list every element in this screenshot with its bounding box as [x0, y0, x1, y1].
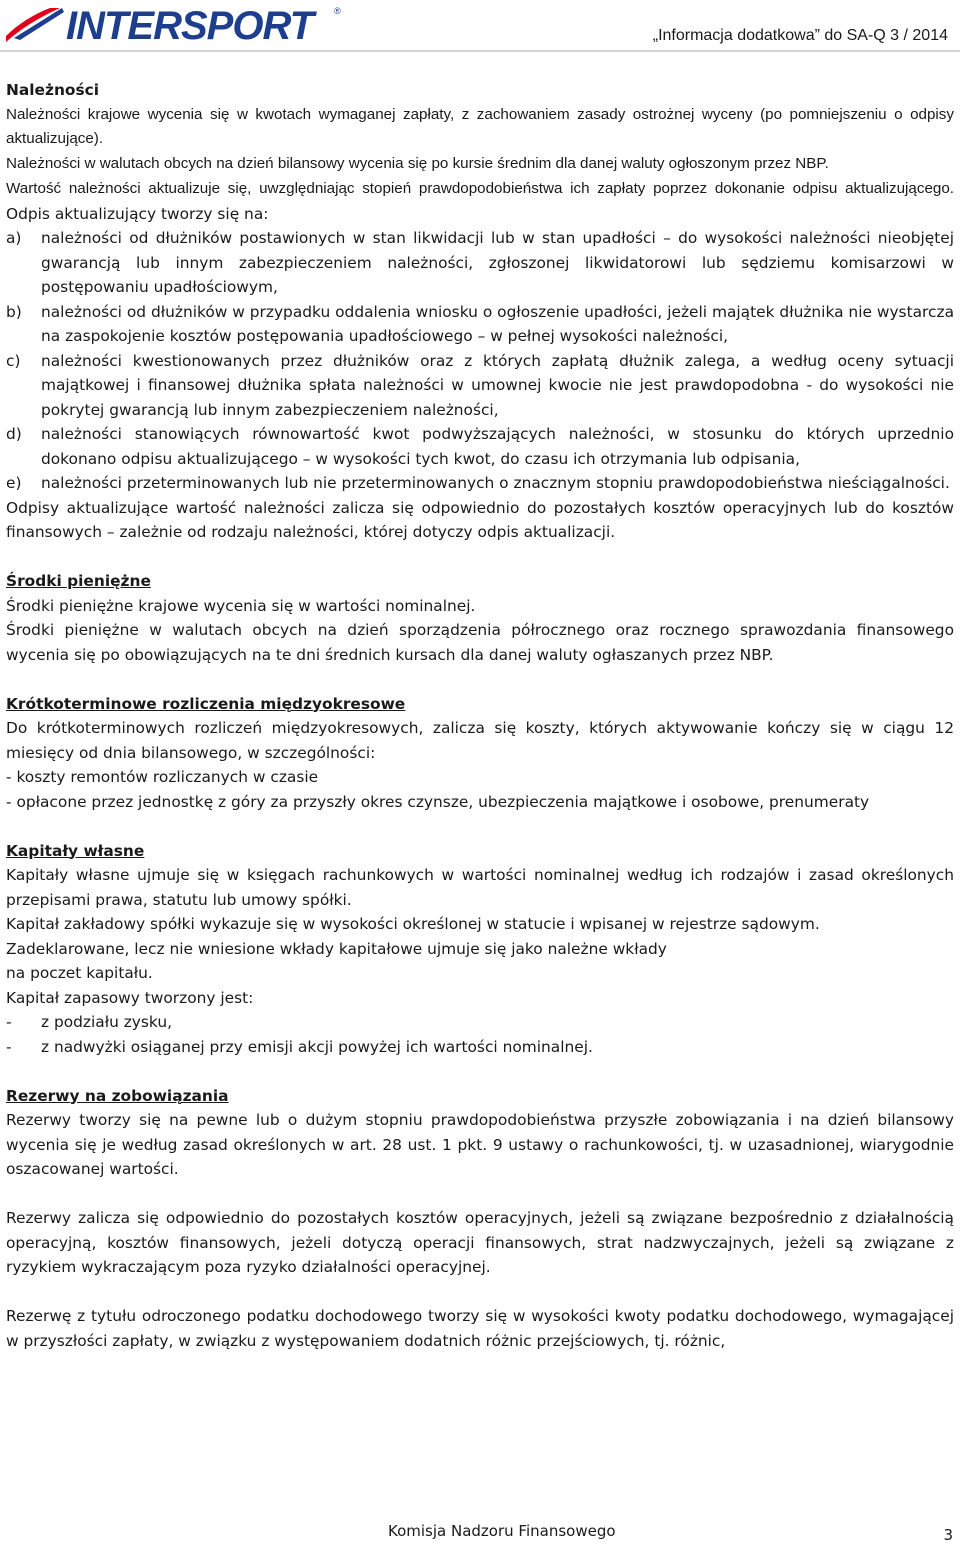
- paragraph: Należności w walutach obcych na dzień bilansowy wycenia się po kursie średnim dla danej waluty ogłoszonym przez NBP.: [6, 154, 829, 172]
- section-heading-srodki: Środki pieniężne: [6, 572, 151, 590]
- paragraph-part: Wartość należności aktualizuje się, uwzględniając stopień prawdopodobieństwa ich zapłaty poprzez dokonanie odpisu aktualizującego.: [6, 180, 954, 197]
- list-item: [6, 226, 954, 300]
- paragraph: [6, 176, 954, 226]
- paragraph: Odpisy aktualizujące wartość należności zalicza się odpowiednio do pozostałych kosztów operacyjnych lub do kosztów finansowych – zależnie od rodzaju należności, której dotyczy odpis aktualizacji.: [6, 498, 954, 541]
- document-body: [6, 78, 954, 1353]
- list-item: [6, 1035, 954, 1060]
- list-text: należności kwestionowanych przez dłużników oraz z których zapłatą dłużnik zalega, a według oceny sytuacji majątkowej i finansowej dłużnika spłata należności w umownej kwocie nie jest prawdopodobna - do wysokości nie pokrytej gwarancją lub innym zabezpieczeniem należności,: [41, 351, 954, 419]
- paragraph-part: Odpis aktualizujący tworzy się na:: [6, 204, 269, 223]
- header-divider: [0, 50, 960, 52]
- list-marker: c): [6, 351, 21, 370]
- list-text: z nadwyżki osiąganej przy emisji akcji powyżej ich wartości nominalnej.: [41, 1037, 593, 1056]
- list-marker: b): [6, 302, 22, 321]
- svg-text:®: ®: [334, 6, 341, 16]
- document-title: „Informacja dodatkowa” do SA-Q 3 / 2014: [652, 27, 948, 44]
- page-header: [0, 0, 960, 52]
- list-item: [6, 471, 954, 496]
- paragraph: na poczet kapitału.: [6, 964, 153, 982]
- paragraph: Środki pieniężne krajowe wycenia się w wartości nominalnej.: [6, 596, 476, 615]
- list-text: należności stanowiących równowartość kwot podwyższających należności, w stosunku do których uprzednio dokonano odpisu aktualizującego – w wysokości tych kwot, do czasu ich otrzymania lub odpisania,: [41, 425, 954, 468]
- list-item: [6, 422, 954, 471]
- list-marker: a): [6, 229, 22, 247]
- list-item: [6, 349, 954, 423]
- section-heading-naleznosci: Należności: [6, 81, 100, 99]
- intersport-logo: [4, 2, 344, 46]
- paragraph: Należności krajowe wycenia się w kwotach wymaganej zapłaty, z zachowaniem zasady ostrożnej wyceny (po pomniejszeniu o odpisy aktualizujące).: [6, 105, 954, 147]
- section-heading-rozliczenia: Krótkoterminowe rozliczenia międzyokresowe: [6, 694, 406, 713]
- paragraph: Rezerwy zalicza się odpowiednio do pozostałych kosztów operacyjnych, jeżeli są związane bezpośrednio z działalnością operacyjną, kosztów finansowych, jeżeli dotyczą operacji finansowych, strat nadzwyczajnych, jeżeli są związane z ryzykiem wykraczającym poza ryzyko działalności operacyjnej.: [6, 1209, 954, 1276]
- paragraph: - koszty remontów rozliczanych w czasie: [6, 768, 319, 786]
- logo-wordmark: INTERSPORT: [66, 4, 314, 46]
- paragraph: Do krótkoterminowych rozliczeń międzyokresowych, zalicza się koszty, których aktywowanie kończy się w ciągu 12 miesięcy od dnia bilansowego, w szczególności:: [6, 719, 954, 762]
- list-text: należności od dłużników w przypadku oddalenia wniosku o ogłoszenie upadłości, jeżeli majątek dłużnika nie wystarcza na zaspokojenie kosztów postępowania upadłościowego – w pełnej wysokości należności,: [41, 302, 954, 345]
- list-text: należności od dłużników postawionych w stan likwidacji lub w stan upadłości – do wysokości należności nieobjętej gwarancją lub innym zabezpieczeniem należności, zgłoszonej likwidatorowi lub sędziemu komisarzowi w postępowaniu upadłościowym,: [41, 229, 954, 296]
- section-heading-rezerwy: Rezerwy na zobowiązania: [6, 1086, 229, 1105]
- section-heading-kapitaly: Kapitały własne: [6, 841, 145, 860]
- intersport-logo-mark: [4, 2, 344, 46]
- paragraph: - opłacone przez jednostkę z góry za przyszły okres czynsze, ubezpieczenia majątkowe i osobowe, prenumeraty: [6, 792, 870, 811]
- paragraph: Kapitał zakładowy spółki wykazuje się w wysokości określonej w statucie i wpisanej w rejestrze sądowym.: [6, 915, 820, 933]
- paragraph: Kapitał zapasowy tworzony jest:: [6, 988, 254, 1007]
- footer-text: Komisja Nadzoru Finansowego: [388, 1522, 616, 1540]
- page-number: 3: [943, 1526, 953, 1544]
- list-marker: e): [6, 474, 22, 492]
- list-marker: -: [6, 1037, 12, 1056]
- list-item: [6, 300, 954, 349]
- list-item: [6, 1010, 954, 1035]
- list-marker: d): [6, 425, 22, 443]
- paragraph: Zadeklarowane, lecz nie wniesione wkłady kapitałowe ujmuje się jako należne wkłady: [6, 939, 667, 958]
- paragraph: Kapitały własne ujmuje się w księgach rachunkowych w wartości nominalnej według ich rodzajów i zasad określonych przepisami prawa, statutu lub umowy spółki.: [6, 866, 954, 909]
- list-text: należności przeterminowanych lub nie przeterminowanych o znacznym stopniu prawdopodobieństwa nieściągalności.: [41, 474, 950, 492]
- paragraph: Rezerwy tworzy się na pewne lub o dużym stopniu prawdopodobieństwa przyszłe zobowiązania i na dzień bilansowy wycenia się je według zasad określonych w art. 28 ust. 1 pkt. 9 ustawy o rachunkowości, tj. w uzasadnionej, wiarygodnie oszacowanej wartości.: [6, 1111, 954, 1178]
- list-text: z podziału zysku,: [41, 1013, 173, 1031]
- paragraph: Rezerwę z tytułu odroczonego podatku dochodowego tworzy się w wysokości kwoty podatku dochodowego, wymagającej w przyszłości zapłaty, w związku z występowaniem dodatnich różnic przejściowych, tj. różnic,: [6, 1307, 954, 1350]
- paragraph: Środki pieniężne w walutach obcych na dzień sporządzenia półrocznego oraz rocznego sprawozdania finansowego wycenia się po obowiązujących na te dni średnich kursach dla danej waluty ogłaszanych przez NBP.: [6, 621, 954, 664]
- list-marker: -: [6, 1013, 12, 1031]
